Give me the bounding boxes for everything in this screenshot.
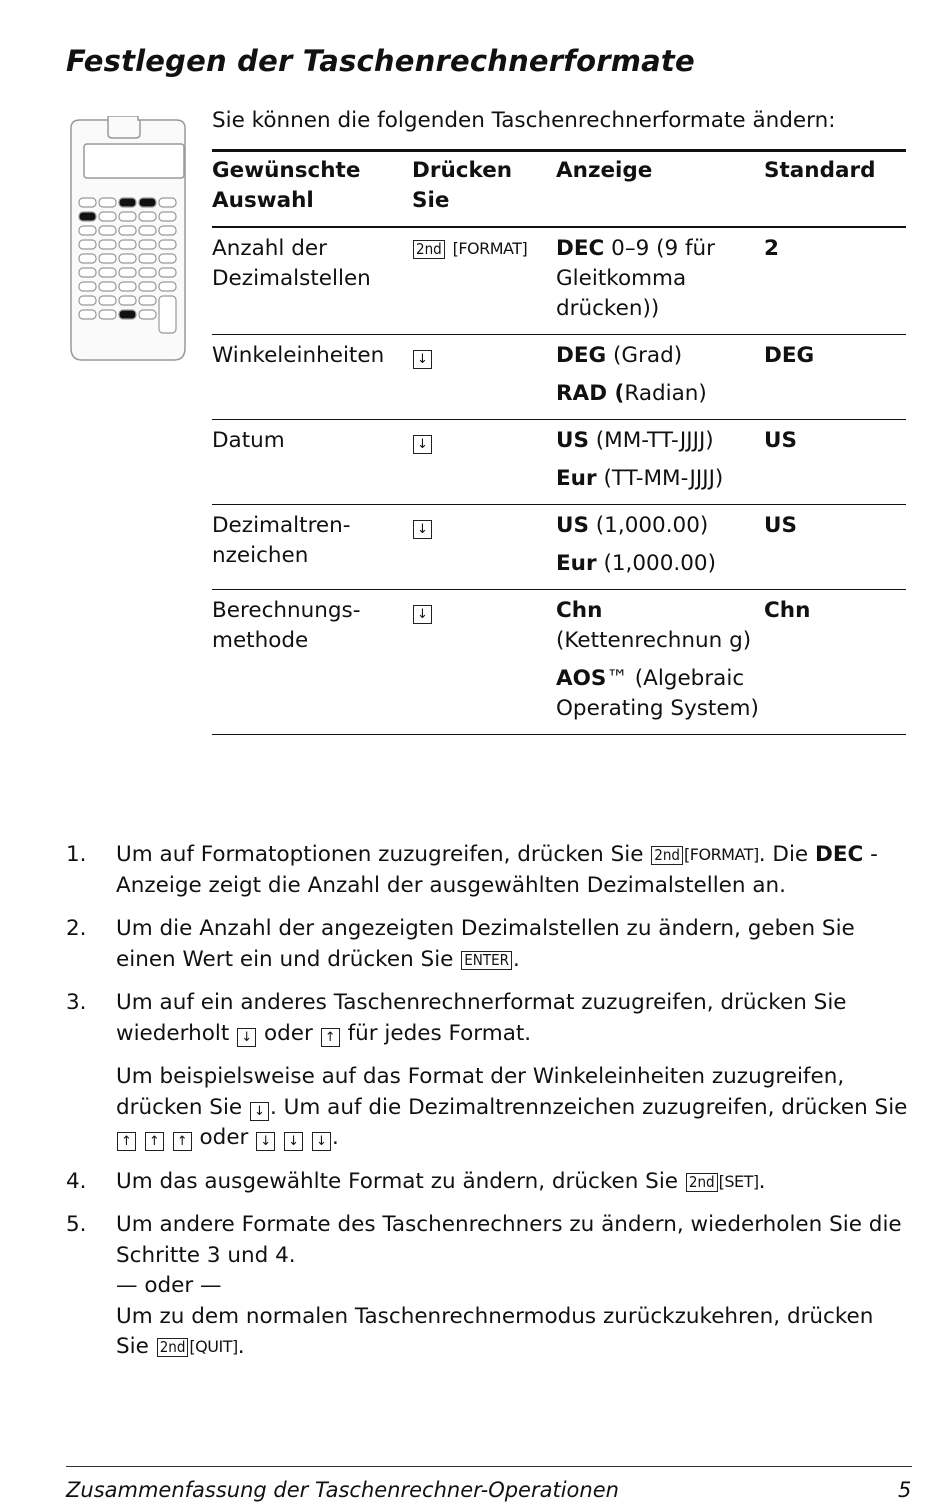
calculator-key-icon — [79, 282, 96, 291]
list-item: 4. Um das ausgewählte Format zu ändern, drücken Sie 2nd [SET]. — [66, 1167, 908, 1198]
table-row — [212, 335, 906, 420]
list-item: 2. Um die Anzahl der angezeigten Dezimalstellen zu ändern, geben Sie einen Wert ein und drücken Sie ENTER . — [66, 916, 855, 972]
calculator-key-icon — [119, 296, 136, 305]
calculator-key-icon — [139, 212, 156, 221]
display-cell — [556, 335, 764, 420]
page-title: Festlegen der Taschenrechnerformate — [66, 44, 695, 78]
calculator-key-icon — [139, 254, 156, 263]
display-option: AOS™ (Algebraic Operating System) — [556, 666, 759, 721]
table-header-row — [212, 151, 906, 228]
calculator-key-icon — [139, 296, 156, 305]
up-arrow-key-icon: ↑ — [321, 1028, 340, 1047]
down-arrow-key-icon: ↓ — [413, 520, 432, 539]
calculator-key-icon — [119, 268, 136, 277]
calculator-key-icon — [79, 254, 96, 263]
up-arrow-key-icon: ↑ — [117, 1132, 136, 1151]
calculator-key-icon — [139, 310, 156, 319]
display-cell — [556, 590, 764, 735]
down-arrow-key-icon: ↓ — [256, 1132, 275, 1151]
example-paragraph: Um beispielsweise auf das Format der Winkeleinheiten zuzugreifen, drücken Sie ↓ . Um auf die Dezimaltrennzeichen zuzugreifen, drücken Sie ↑ ↑ ↑ oder ↓ ↓ ↓ . — [116, 1064, 908, 1150]
display-cell — [556, 420, 764, 505]
selection-cell: Datum — [212, 420, 412, 505]
display-cell — [556, 505, 764, 590]
table-row — [212, 590, 906, 735]
calculator-key-icon — [79, 310, 96, 319]
calculator-key-icon — [99, 254, 116, 263]
calculator-key-icon — [139, 240, 156, 249]
calculator-key-icon — [79, 198, 96, 207]
header-default: Standard — [764, 151, 906, 228]
display-option: US (MM-TT-JJJJ) — [556, 428, 714, 453]
list-item: 5. Um andere Formate des Taschenrechners zu ändern, wiederholen Sie die Schritte 3 und 4. — oder — Um zu dem normalen Taschenrechnermodus zurückzukehren, drücken Sie 2nd [QUIT]. — [66, 1210, 908, 1363]
calculator-key-icon — [139, 226, 156, 235]
calculator-key-icon — [159, 296, 176, 333]
footer-title: Zusammenfassung der Taschenrechner-Operationen — [66, 1478, 619, 1502]
table-row — [212, 420, 906, 505]
display-option: RAD (Radian) — [556, 381, 707, 406]
calculator-key-icon — [99, 296, 116, 305]
key-2nd: 2nd — [413, 240, 445, 259]
default-cell: US — [764, 420, 906, 505]
up-arrow-key-icon: ↑ — [173, 1132, 192, 1151]
calculator-key-icon — [79, 212, 96, 221]
calculator-key-icon — [99, 226, 116, 235]
key-2nd: 2nd — [157, 1338, 189, 1357]
calculator-key-icon — [99, 268, 116, 277]
calculator-key-icon — [159, 240, 176, 249]
press-cell — [412, 420, 556, 505]
display-option: Eur (TT-MM-JJJJ) — [556, 466, 724, 491]
display-option: US (1,000.00) — [556, 513, 709, 538]
down-arrow-key-icon: ↓ — [312, 1132, 331, 1151]
header-press: Drücken Sie — [412, 151, 556, 228]
calculator-key-icon — [79, 296, 96, 305]
calculator-key-icon — [119, 310, 136, 319]
calculator-key-icon — [159, 282, 176, 291]
key-format: [FORMAT] — [452, 239, 528, 258]
intro-text: Sie können die folgenden Taschenrechnerformate ändern: — [212, 108, 836, 133]
table-row — [212, 227, 906, 335]
display-option: DEC 0–9 (9 für Gleitkomma drücken)) — [556, 236, 716, 321]
key-2nd: 2nd — [651, 846, 683, 865]
calculator-key-icon — [159, 254, 176, 263]
calculator-key-icon — [99, 212, 116, 221]
calculator-illustration — [68, 116, 188, 362]
calculator-key-icon — [119, 226, 136, 235]
selection-cell: Dezimaltren- nzeichen — [212, 505, 412, 590]
format-table — [212, 149, 906, 735]
header-display: Anzeige — [556, 151, 764, 228]
press-cell — [412, 505, 556, 590]
calculator-key-icon — [139, 198, 156, 207]
default-cell: US — [764, 505, 906, 590]
down-arrow-key-icon: ↓ — [413, 350, 432, 369]
selection-cell: Berechnungs- methode — [212, 590, 412, 735]
calculator-key-icon — [99, 282, 116, 291]
calculator-key-icon — [119, 282, 136, 291]
calculator-key-icon — [99, 310, 116, 319]
key-set: [SET] — [718, 1171, 759, 1191]
key-enter: ENTER — [461, 951, 512, 970]
steps-list — [66, 840, 908, 1376]
calculator-key-icon — [79, 240, 96, 249]
key-format: [FORMAT] — [684, 845, 759, 864]
up-arrow-key-icon: ↑ — [145, 1132, 164, 1151]
down-arrow-key-icon: ↓ — [237, 1028, 256, 1047]
default-cell: 2 — [764, 227, 906, 335]
calculator-key-icon — [119, 240, 136, 249]
calculator-key-icon — [159, 268, 176, 277]
key-2nd: 2nd — [686, 1173, 718, 1192]
default-cell: Chn — [764, 590, 906, 735]
calculator-key-icon — [99, 198, 116, 207]
press-cell — [412, 335, 556, 420]
calculator-key-icon — [139, 282, 156, 291]
calculator-key-icon — [119, 212, 136, 221]
display-cell — [556, 227, 764, 335]
down-arrow-key-icon: ↓ — [284, 1132, 303, 1151]
display-option: DEG (Grad) — [556, 343, 683, 368]
list-item: 1. Um auf Formatoptionen zuzugreifen, drücken Sie 2nd [FORMAT]. Die DEC -Anzeige zeigt die Anzahl der ausgewählten Dezimalstellen an. — [66, 842, 878, 898]
display-option: Eur (1,000.00) — [556, 551, 716, 576]
calculator-key-icon — [119, 198, 136, 207]
selection-cell: Anzahl der Dezimalstellen — [212, 227, 412, 335]
down-arrow-key-icon: ↓ — [250, 1102, 269, 1121]
calculator-key-icon — [79, 268, 96, 277]
header-selection: Gewünschte Auswahl — [212, 151, 412, 228]
down-arrow-key-icon: ↓ — [413, 435, 432, 454]
display-option: Chn (Kettenrechnun g) — [556, 598, 752, 653]
list-item: 3. Um auf ein anderes Taschenrechnerformat zuzugreifen, drücken Sie wiederholt ↓ oder ↑ für jedes Format. Um beispielsweise auf das Format der Winkeleinheiten zuzugreifen, drücken Sie ↓ . Um auf die Dezimaltrennzeichen zuzugreifen, drücken Sie ↑ ↑ ↑ oder ↓ ↓ ↓ . — [66, 988, 908, 1154]
calculator-key-icon — [79, 226, 96, 235]
calculator-key-icon — [159, 226, 176, 235]
calculator-key-icon — [119, 254, 136, 263]
down-arrow-key-icon: ↓ — [413, 605, 432, 624]
press-cell — [412, 227, 556, 335]
page-number: 5 — [898, 1478, 912, 1502]
calculator-key-icon — [159, 212, 176, 221]
calculator-key-icon — [139, 268, 156, 277]
footer-divider — [66, 1466, 912, 1467]
selection-cell: Winkeleinheiten — [212, 335, 412, 420]
default-cell: DEG — [764, 335, 906, 420]
table-row — [212, 505, 906, 590]
calculator-key-icon — [99, 240, 116, 249]
calculator-key-icon — [159, 198, 176, 207]
press-cell — [412, 590, 556, 735]
key-quit: [QUIT] — [189, 1337, 238, 1356]
